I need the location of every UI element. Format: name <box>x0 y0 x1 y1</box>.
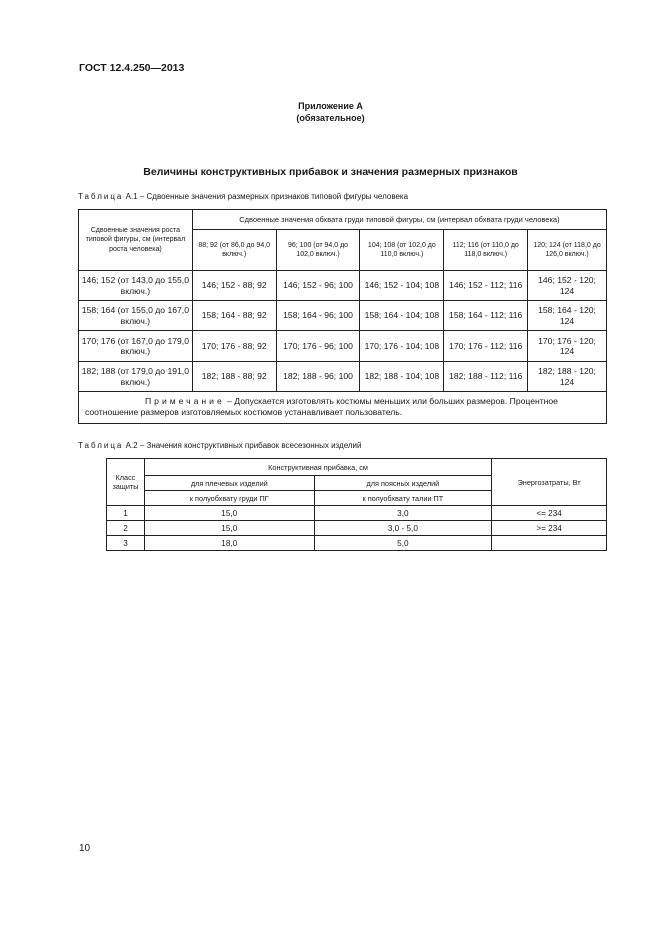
table-row <box>79 331 607 362</box>
table-cell: 146; 152 - 96; 100 <box>276 271 360 301</box>
table-row <box>107 506 607 521</box>
table-cell: 182; 188 - 104; 108 <box>360 362 444 392</box>
note-label: Примечание <box>145 396 225 406</box>
table1-caption-text: А.1 – Сдвоенные значения размерных признаков типовой фигуры человека <box>123 192 409 201</box>
table-cell: 2 <box>107 521 145 536</box>
table-cell: 158; 164 - 104; 108 <box>360 301 444 331</box>
table-cell: 182; 188 - 120; 124 <box>528 362 607 392</box>
document-code: ГОСТ 12.4.250—2013 <box>79 62 185 74</box>
table-cell: 158; 164 - 88; 92 <box>192 301 276 331</box>
table2-caption-label: Таблица <box>78 441 124 450</box>
table2-caption <box>78 441 362 450</box>
table-cell: 158; 164 - 112; 116 <box>444 301 528 331</box>
table-design-allowances <box>106 458 607 551</box>
table-cell: 182; 188 - 112; 116 <box>444 362 528 392</box>
table1-row-label: 170; 176 (от 167,0 до 179,0 включ.) <box>79 331 193 362</box>
table-cell: 170; 176 - 112; 116 <box>444 331 528 362</box>
table-cell: 5,0 <box>314 536 492 551</box>
table-cell: 15,0 <box>144 506 314 521</box>
table1-col-header: 104; 108 (от 102,0 до 110,0 включ.) <box>360 230 444 271</box>
table-cell: 3,0 <box>314 506 492 521</box>
table1-col-header: 120; 124 (от 118,0 до 126,0 включ.) <box>528 230 607 271</box>
table-sizing-features <box>78 209 607 424</box>
table-row <box>107 536 607 551</box>
table1-caption <box>78 192 408 201</box>
table-cell <box>492 536 607 551</box>
table-cell: 146; 152 - 120; 124 <box>528 271 607 301</box>
table-cell: 170; 176 - 88; 92 <box>192 331 276 362</box>
table-cell: 158; 164 - 120; 124 <box>528 301 607 331</box>
appendix-subtitle: (обязательное) <box>296 113 365 123</box>
table-row <box>79 271 607 301</box>
table1-row-label: 146; 152 (от 143,0 до 155,0 включ.) <box>79 271 193 301</box>
table2-col-class: Класс защиты <box>107 459 145 506</box>
table1-note <box>79 392 607 424</box>
table2-col-shoulder: для плечевых изделий <box>144 476 314 491</box>
table-cell: 158; 164 - 96; 100 <box>276 301 360 331</box>
table2-col-group: Конструктивная прибавка, см <box>144 459 491 476</box>
table-cell: 15,0 <box>144 521 314 536</box>
table-cell: <= 234 <box>492 506 607 521</box>
table1-col-header: 88; 92 (от 86,0 до 94,0 включ.) <box>192 230 276 271</box>
table-cell: 170; 176 - 104; 108 <box>360 331 444 362</box>
table2-col-shoulder-sub: к полуобхвату груди ПГ <box>144 491 314 506</box>
table1-col-header: 96; 100 (от 94,0 до 102,0 включ.) <box>276 230 360 271</box>
note-text: – Допускается изготовлять костюмы меньших или больших размеров. Процентное соотношение размеров изготовляемых костюмов устанавливает пользователь. <box>85 396 558 417</box>
table2-caption-text: А.2 – Значения конструктивных прибавок всесезонных изделий <box>123 441 362 450</box>
table1-row-label: 158; 164 (от 155,0 до 167,0 включ.) <box>79 301 193 331</box>
table-cell: 146; 152 - 88; 92 <box>192 271 276 301</box>
appendix-title: Приложение А <box>298 101 363 111</box>
page-number: 10 <box>79 843 91 854</box>
table-cell: 146; 152 - 112; 116 <box>444 271 528 301</box>
table1-col-header: 112; 116 (от 110,0 до 118,0 включ.) <box>444 230 528 271</box>
table-cell: 3 <box>107 536 145 551</box>
table-cell: 3,0 - 5,0 <box>314 521 492 536</box>
table1-caption-label: Таблица <box>78 192 124 201</box>
table-cell: 1 <box>107 506 145 521</box>
table-row <box>79 362 607 392</box>
table2-col-waist-sub: к полуобхвату талии ПТ <box>314 491 492 506</box>
table-cell: 18,0 <box>144 536 314 551</box>
table-row <box>79 301 607 331</box>
table1-row-header: Сдвоенные значения роста типовой фигуры, см (интервал роста человека) <box>79 210 193 271</box>
table-cell: 170; 176 - 96; 100 <box>276 331 360 362</box>
table-row <box>107 521 607 536</box>
section-title: Величины конструктивных прибавок и значения размерных признаков <box>143 166 518 178</box>
table-cell: >= 234 <box>492 521 607 536</box>
table-cell: 182; 188 - 96; 100 <box>276 362 360 392</box>
table1-row-label: 182; 188 (от 179,0 до 191,0 включ.) <box>79 362 193 392</box>
table-cell: 170; 176 - 120; 124 <box>528 331 607 362</box>
table-cell: 146; 152 - 104; 108 <box>360 271 444 301</box>
table1-group-header: Сдвоенные значения обхвата груди типовой фигуры, см (интервал обхвата груди человека) <box>192 210 606 230</box>
table-cell: 182; 188 - 88; 92 <box>192 362 276 392</box>
table2-col-waist: для поясных изделий <box>314 476 492 491</box>
table2-col-energy: Энергозатраты, Вт <box>492 459 607 506</box>
